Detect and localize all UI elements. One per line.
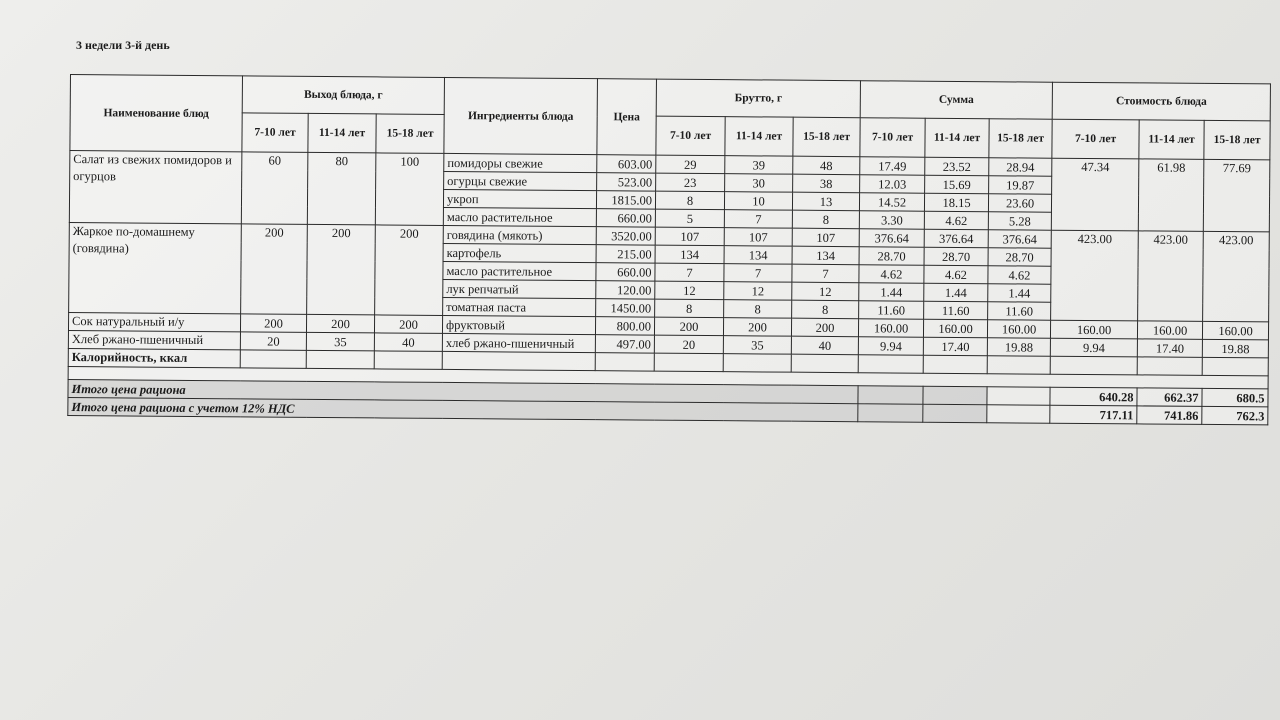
- total-vat-label: Итого цена рациона с учетом 12% НДС: [68, 397, 858, 421]
- gross-value: 134: [655, 245, 724, 264]
- ingredient-price: 3520.00: [596, 227, 655, 245]
- empty-cell: [987, 405, 1050, 423]
- ingredient-name: картофель: [443, 243, 596, 262]
- sum-value: 11.60: [924, 301, 988, 320]
- dish-output: 40: [374, 333, 442, 352]
- gross-value: 12: [724, 282, 792, 301]
- dish-output: 20: [240, 332, 306, 351]
- age-group-header: 7-10 лет: [1052, 119, 1139, 159]
- age-group-header: 15-18 лет: [793, 117, 860, 157]
- sum-value: 28.94: [989, 158, 1052, 176]
- empty-cell: [923, 355, 987, 374]
- ingredient-price: 1815.00: [596, 191, 655, 209]
- dish-name: Сок натуральный и/у: [68, 312, 240, 331]
- gross-value: 5: [655, 209, 724, 228]
- empty-cell: [858, 355, 923, 374]
- ingredient-price: 660.00: [596, 209, 655, 227]
- ingredient-name: лук репчатый: [443, 279, 596, 298]
- dish-name: Жаркое по-домашнему (говядина): [69, 222, 242, 313]
- gross-value: 8: [655, 191, 724, 210]
- total-vat-value: 741.86: [1137, 406, 1202, 425]
- col-sum: Сумма: [860, 81, 1052, 120]
- dish-cost: 423.00: [1203, 231, 1270, 322]
- age-group-header: 11-14 лет: [308, 113, 376, 153]
- empty-cell: [654, 353, 723, 372]
- age-group-header: 15-18 лет: [376, 114, 444, 154]
- col-dish-name: Наименование блюд: [70, 75, 243, 152]
- dish-name: Салат из свежих помидоров и огурцов: [69, 151, 242, 224]
- sum-value: 4.62: [924, 211, 988, 230]
- empty-cell: [1137, 357, 1202, 376]
- ingredient-price: 120.00: [596, 281, 655, 299]
- ingredient-name: помидоры свежие: [444, 153, 597, 172]
- ingredient-price: 1450.00: [596, 299, 655, 317]
- dish-name: Хлеб ржано-пшеничный: [68, 330, 240, 349]
- col-output: Выход блюда, г: [242, 76, 444, 115]
- total-vat-value: 762.3: [1202, 406, 1268, 425]
- ingredient-price: 215.00: [596, 245, 655, 263]
- gross-value: 30: [725, 174, 793, 193]
- gross-value: 39: [725, 156, 793, 175]
- gross-value: 107: [724, 228, 792, 247]
- dish-output: 200: [240, 314, 306, 333]
- calories-label: Калорийность, ккал: [68, 348, 240, 367]
- ingredient-name: томатная паста: [443, 297, 596, 316]
- sum-value: 1.44: [988, 284, 1051, 302]
- dish-cost: 160.00: [1051, 320, 1138, 339]
- sum-value: 160.00: [858, 319, 923, 338]
- sum-value: 28.70: [924, 247, 988, 266]
- dish-cost: 423.00: [1051, 230, 1139, 321]
- age-group-header: 7-10 лет: [242, 113, 308, 153]
- empty-cell: [858, 404, 923, 423]
- ingredient-name: масло растительное: [443, 207, 596, 226]
- sum-value: 376.64: [859, 229, 924, 248]
- sum-value: 1.44: [859, 283, 924, 302]
- gross-value: 200: [723, 318, 791, 337]
- gross-value: 134: [792, 246, 859, 265]
- sum-value: 5.28: [988, 212, 1051, 230]
- sum-value: 4.62: [988, 266, 1051, 284]
- ingredient-name: хлеб ржано-пшеничный: [442, 333, 595, 352]
- gross-value: 13: [792, 192, 859, 211]
- empty-cell: [374, 351, 442, 370]
- sum-value: 19.87: [989, 176, 1052, 194]
- gross-value: 7: [655, 263, 724, 282]
- age-group-header: 15-18 лет: [989, 119, 1052, 158]
- empty-cell: [923, 404, 987, 423]
- gross-value: 200: [654, 317, 723, 336]
- gross-value: 7: [724, 264, 792, 283]
- dish-cost: 77.69: [1203, 159, 1270, 232]
- ingredient-price: 660.00: [596, 263, 655, 281]
- sum-value: 1.44: [924, 283, 988, 302]
- ingredient-name: огурцы свежие: [444, 171, 597, 190]
- sum-value: 17.49: [860, 157, 925, 176]
- sum-value: 11.60: [988, 302, 1051, 320]
- dish-output: 200: [374, 315, 442, 334]
- gross-value: 107: [655, 227, 724, 246]
- empty-cell: [791, 354, 858, 373]
- age-group-header: 7-10 лет: [860, 118, 925, 158]
- dish-output: 35: [306, 332, 374, 351]
- gross-value: 7: [724, 210, 792, 229]
- sum-value: 4.62: [924, 265, 988, 284]
- total-value: 680.5: [1202, 388, 1268, 407]
- total-label: Итого цена рациона: [68, 379, 858, 403]
- sum-value: 18.15: [924, 193, 988, 212]
- empty-cell: [442, 351, 595, 370]
- total-value: 662.37: [1137, 388, 1202, 407]
- age-group-header: 7-10 лет: [656, 116, 725, 156]
- ingredient-name: масло растительное: [443, 261, 596, 280]
- dish-output: 100: [375, 153, 444, 226]
- document-title: 3 недели 3-й день: [76, 38, 170, 52]
- sum-value: 23.60: [988, 194, 1051, 212]
- dish-output: 200: [241, 224, 308, 315]
- sum-value: 17.40: [923, 337, 987, 356]
- age-group-header: 11-14 лет: [725, 117, 793, 157]
- empty-cell: [1202, 357, 1268, 376]
- dish-output: 200: [307, 224, 376, 315]
- sum-value: 376.64: [924, 229, 988, 248]
- sum-value: 11.60: [859, 301, 924, 320]
- empty-cell: [987, 356, 1050, 374]
- total-value: 640.28: [1050, 387, 1137, 406]
- gross-value: 23: [656, 173, 725, 192]
- menu-cost-table: [67, 74, 1271, 425]
- dish-cost: 47.34: [1051, 158, 1139, 231]
- sum-value: 4.62: [859, 265, 924, 284]
- gross-value: 12: [792, 282, 859, 301]
- dish-cost: 17.40: [1137, 339, 1202, 358]
- empty-cell: [1050, 356, 1137, 375]
- ingredient-name: фруктовый: [443, 315, 596, 334]
- sum-value: 19.88: [987, 338, 1050, 356]
- dish-output: 60: [241, 152, 308, 225]
- col-ingredients: Ингредиенты блюда: [444, 77, 598, 154]
- gross-value: 200: [791, 318, 858, 337]
- gross-value: 7: [792, 264, 859, 283]
- ingredient-name: говядина (мякоть): [443, 225, 596, 244]
- empty-cell: [595, 353, 654, 371]
- sum-value: 9.94: [858, 337, 923, 356]
- sum-value: 28.70: [988, 248, 1051, 266]
- empty-cell: [240, 350, 306, 369]
- total-vat-value: 717.11: [1050, 405, 1137, 424]
- gross-value: 10: [724, 192, 792, 211]
- age-group-header: 15-18 лет: [1204, 120, 1270, 160]
- dish-cost: 423.00: [1138, 231, 1204, 322]
- ingredient-price: 800.00: [596, 317, 655, 335]
- gross-value: 48: [793, 156, 860, 175]
- gross-value: 8: [724, 300, 792, 319]
- sum-value: 28.70: [859, 247, 924, 266]
- dish-cost: 61.98: [1138, 159, 1204, 232]
- sum-value: 12.03: [860, 175, 925, 194]
- col-gross: Брутто, г: [656, 79, 860, 118]
- ingredient-name: укроп: [443, 189, 596, 208]
- dish-output: 80: [307, 152, 376, 225]
- gross-value: 40: [791, 336, 858, 355]
- dish-cost: 160.00: [1202, 321, 1268, 340]
- menu-table-wrapper: [67, 74, 1271, 425]
- gross-value: 12: [655, 281, 724, 300]
- ingredient-price: 497.00: [595, 335, 654, 353]
- gross-value: 8: [792, 210, 859, 229]
- gross-value: 8: [792, 300, 859, 319]
- dish-cost: 9.94: [1050, 338, 1137, 357]
- empty-cell: [923, 386, 987, 405]
- empty-cell: [306, 350, 374, 369]
- sum-value: 160.00: [987, 320, 1050, 338]
- age-group-header: 11-14 лет: [1139, 120, 1204, 160]
- empty-cell: [987, 387, 1050, 405]
- dish-cost: 160.00: [1137, 321, 1202, 340]
- sum-value: 3.30: [859, 211, 924, 230]
- gross-value: 38: [793, 174, 860, 193]
- col-cost: Стоимость блюда: [1052, 82, 1270, 121]
- gross-value: 35: [723, 336, 791, 355]
- dish-cost: 19.88: [1202, 339, 1268, 358]
- col-price: Цена: [597, 79, 657, 155]
- dish-output: 200: [375, 225, 444, 316]
- gross-value: 8: [655, 299, 724, 318]
- sum-value: 23.52: [925, 157, 989, 176]
- gross-value: 107: [792, 228, 859, 247]
- sum-value: 15.69: [925, 175, 989, 194]
- gross-value: 134: [724, 246, 792, 265]
- sum-value: 376.64: [988, 230, 1051, 248]
- empty-cell: [858, 386, 923, 405]
- ingredient-price: 523.00: [597, 173, 656, 191]
- gross-value: 29: [656, 155, 725, 174]
- sum-value: 14.52: [859, 193, 924, 212]
- sum-value: 160.00: [923, 319, 987, 338]
- ingredient-price: 603.00: [597, 155, 656, 173]
- gross-value: 20: [654, 335, 723, 354]
- dish-output: 200: [306, 314, 374, 333]
- empty-cell: [723, 354, 791, 373]
- age-group-header: 11-14 лет: [925, 118, 989, 158]
